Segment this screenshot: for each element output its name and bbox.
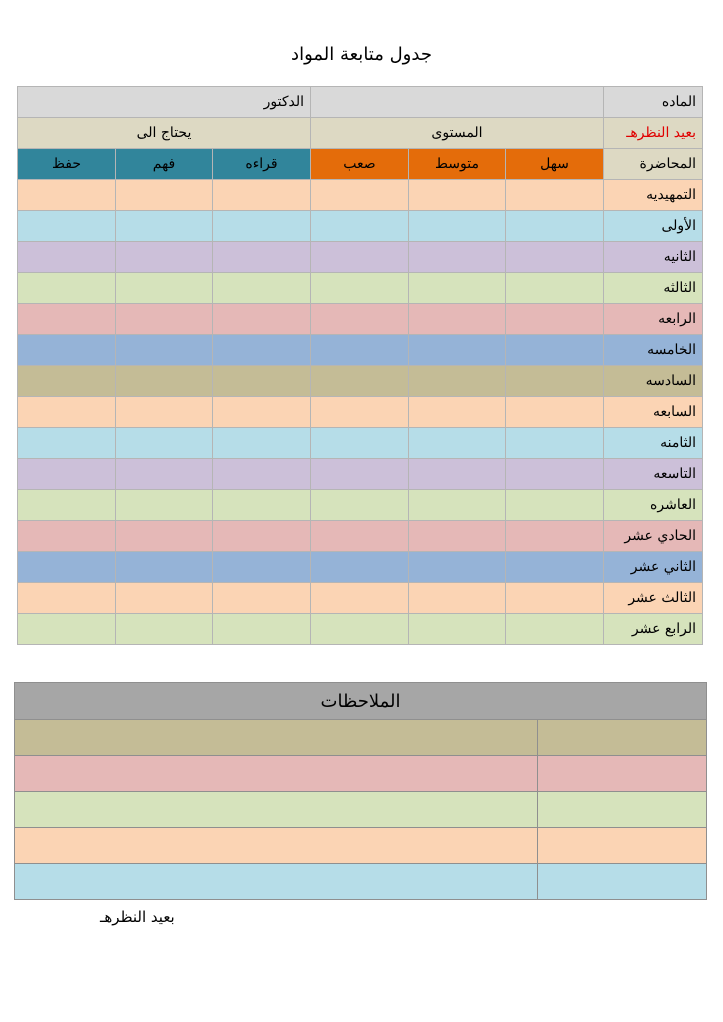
entry-cell[interactable] (213, 242, 311, 273)
lecture-name: الثامنه (604, 428, 703, 459)
entry-cell[interactable] (506, 552, 604, 583)
entry-cell[interactable] (311, 273, 409, 304)
notes-row (15, 720, 707, 756)
entry-cell[interactable] (506, 366, 604, 397)
entry-cell[interactable] (116, 490, 213, 521)
entry-cell[interactable] (116, 366, 213, 397)
lecture-name: الثالث عشر (604, 583, 703, 614)
level-label: المستوى (311, 118, 604, 149)
note-label-cell[interactable] (538, 792, 707, 828)
entry-cell[interactable] (506, 583, 604, 614)
needs-label: يحتاج الى (18, 118, 311, 149)
entry-cell[interactable] (18, 304, 116, 335)
note-label-cell[interactable] (538, 828, 707, 864)
entry-cell[interactable] (409, 304, 506, 335)
level-row (18, 118, 703, 149)
entry-cell[interactable] (18, 459, 116, 490)
entry-cell[interactable] (116, 335, 213, 366)
level-col-easy: سهل (506, 149, 604, 180)
entry-cell[interactable] (116, 211, 213, 242)
entry-cell[interactable] (311, 211, 409, 242)
lecture-name: الثانيه (604, 242, 703, 273)
note-text-cell[interactable] (15, 720, 538, 756)
entry-cell[interactable] (213, 552, 311, 583)
lecture-name: الثالثه (604, 273, 703, 304)
entry-cell[interactable] (18, 242, 116, 273)
table-row (18, 335, 703, 366)
entry-cell[interactable] (506, 521, 604, 552)
entry-cell[interactable] (311, 428, 409, 459)
lecture-name: الحادي عشر (604, 521, 703, 552)
entry-cell[interactable] (18, 211, 116, 242)
table-row (18, 397, 703, 428)
level-col-medium: متوسط (409, 149, 506, 180)
entry-cell[interactable] (116, 304, 213, 335)
table-row (18, 273, 703, 304)
entry-cell[interactable] (18, 397, 116, 428)
entry-cell[interactable] (116, 397, 213, 428)
lecture-name: الرابعه (604, 304, 703, 335)
entry-cell[interactable] (311, 180, 409, 211)
note-label-cell[interactable] (538, 864, 707, 900)
note-label-cell[interactable] (538, 720, 707, 756)
note-text-cell[interactable] (15, 756, 538, 792)
entry-cell[interactable] (311, 490, 409, 521)
entry-cell[interactable] (506, 211, 604, 242)
entry-cell[interactable] (409, 211, 506, 242)
entry-cell[interactable] (18, 335, 116, 366)
entry-cell[interactable] (409, 521, 506, 552)
entry-cell[interactable] (506, 459, 604, 490)
note-text-cell[interactable] (15, 792, 538, 828)
note-label-cell[interactable] (538, 756, 707, 792)
entry-cell[interactable] (213, 459, 311, 490)
entry-cell[interactable] (116, 614, 213, 645)
entry-cell[interactable] (311, 552, 409, 583)
entry-cell[interactable] (409, 366, 506, 397)
entry-cell[interactable] (506, 397, 604, 428)
entry-cell[interactable] (116, 459, 213, 490)
entry-cell[interactable] (311, 304, 409, 335)
entry-cell[interactable] (18, 583, 116, 614)
entry-cell[interactable] (409, 459, 506, 490)
entry-cell[interactable] (18, 521, 116, 552)
entry-cell[interactable] (116, 242, 213, 273)
table-row (18, 180, 703, 211)
entry-cell[interactable] (409, 180, 506, 211)
entry-cell[interactable] (116, 428, 213, 459)
entry-cell[interactable] (213, 273, 311, 304)
entry-cell[interactable] (18, 273, 116, 304)
entry-cell[interactable] (311, 397, 409, 428)
subject-label: الماده (604, 87, 703, 118)
entry-cell[interactable] (18, 180, 116, 211)
entry-cell[interactable] (116, 521, 213, 552)
lecture-name: الخامسه (604, 335, 703, 366)
entry-cell[interactable] (409, 552, 506, 583)
lecture-name: التاسعه (604, 459, 703, 490)
note-text-cell[interactable] (15, 864, 538, 900)
subject-row (18, 87, 703, 118)
entry-cell[interactable] (213, 614, 311, 645)
entry-cell[interactable] (18, 552, 116, 583)
footer-text: بعيد النظرهـ (100, 908, 175, 926)
entry-cell[interactable] (213, 335, 311, 366)
table-row (18, 211, 703, 242)
entry-cell[interactable] (213, 180, 311, 211)
notes-row (15, 792, 707, 828)
entry-cell[interactable] (506, 273, 604, 304)
doctor-cell[interactable] (18, 87, 311, 118)
entry-cell[interactable] (409, 242, 506, 273)
table-row (18, 428, 703, 459)
entry-cell[interactable] (409, 428, 506, 459)
entry-cell[interactable] (311, 242, 409, 273)
notes-row (15, 828, 707, 864)
table-row (18, 552, 703, 583)
entry-cell[interactable] (116, 552, 213, 583)
page-title: جدول متابعة المواد (291, 44, 432, 65)
entry-cell[interactable] (506, 335, 604, 366)
entry-cell[interactable] (18, 428, 116, 459)
entry-cell[interactable] (409, 335, 506, 366)
entry-cell[interactable] (311, 366, 409, 397)
table-row (18, 366, 703, 397)
lecture-name: الثاني عشر (604, 552, 703, 583)
lecture-name: العاشره (604, 490, 703, 521)
entry-cell[interactable] (311, 614, 409, 645)
entry-cell[interactable] (409, 583, 506, 614)
entry-cell[interactable] (213, 304, 311, 335)
table-row (18, 242, 703, 273)
entry-cell[interactable] (213, 521, 311, 552)
lecture-label: المحاضرة (604, 149, 703, 180)
subject-value-cell[interactable] (311, 87, 604, 118)
needs-col-understand: فهم (116, 149, 213, 180)
entry-cell[interactable] (213, 366, 311, 397)
entry-cell[interactable] (213, 211, 311, 242)
entry-cell[interactable] (311, 459, 409, 490)
level-col-hard: صعب (311, 149, 409, 180)
needs-col-read: قراءه (213, 149, 311, 180)
entry-cell[interactable] (409, 397, 506, 428)
entry-cell[interactable] (213, 490, 311, 521)
entry-cell[interactable] (409, 614, 506, 645)
entry-cell[interactable] (116, 180, 213, 211)
entry-cell[interactable] (311, 583, 409, 614)
entry-cell[interactable] (409, 490, 506, 521)
entry-cell[interactable] (311, 335, 409, 366)
note-text-cell[interactable] (15, 828, 538, 864)
entry-cell[interactable] (506, 304, 604, 335)
table-row (18, 521, 703, 552)
entry-cell[interactable] (18, 614, 116, 645)
table-row (18, 490, 703, 521)
entry-cell[interactable] (506, 614, 604, 645)
entry-cell[interactable] (506, 180, 604, 211)
notes-table (14, 682, 707, 900)
lecture-name: الرابع عشر (604, 614, 703, 645)
notes-title: الملاحظات (15, 683, 707, 720)
lecture-name: التمهيديه (604, 180, 703, 211)
entry-cell[interactable] (409, 273, 506, 304)
columns-row (18, 149, 703, 180)
table-row (18, 459, 703, 490)
entry-cell[interactable] (213, 428, 311, 459)
doctor-label: الدكتور (263, 94, 304, 110)
notes-row (15, 864, 707, 900)
entry-cell[interactable] (506, 428, 604, 459)
entry-cell[interactable] (116, 583, 213, 614)
entry-cell[interactable] (213, 583, 311, 614)
lecture-name: السادسه (604, 366, 703, 397)
entry-cell[interactable] (18, 490, 116, 521)
entry-cell[interactable] (213, 397, 311, 428)
notes-row (15, 756, 707, 792)
table-row (18, 304, 703, 335)
table-row (18, 583, 703, 614)
table-row (18, 614, 703, 645)
follow-up-table (17, 86, 703, 645)
entry-cell[interactable] (506, 490, 604, 521)
entry-cell[interactable] (506, 242, 604, 273)
subject-name: بعيد النظرهـ (604, 118, 703, 149)
needs-col-memorize: حفظ (18, 149, 116, 180)
entry-cell[interactable] (116, 273, 213, 304)
entry-cell[interactable] (18, 366, 116, 397)
lecture-name: الأولى (604, 211, 703, 242)
lecture-name: السابعه (604, 397, 703, 428)
entry-cell[interactable] (311, 521, 409, 552)
